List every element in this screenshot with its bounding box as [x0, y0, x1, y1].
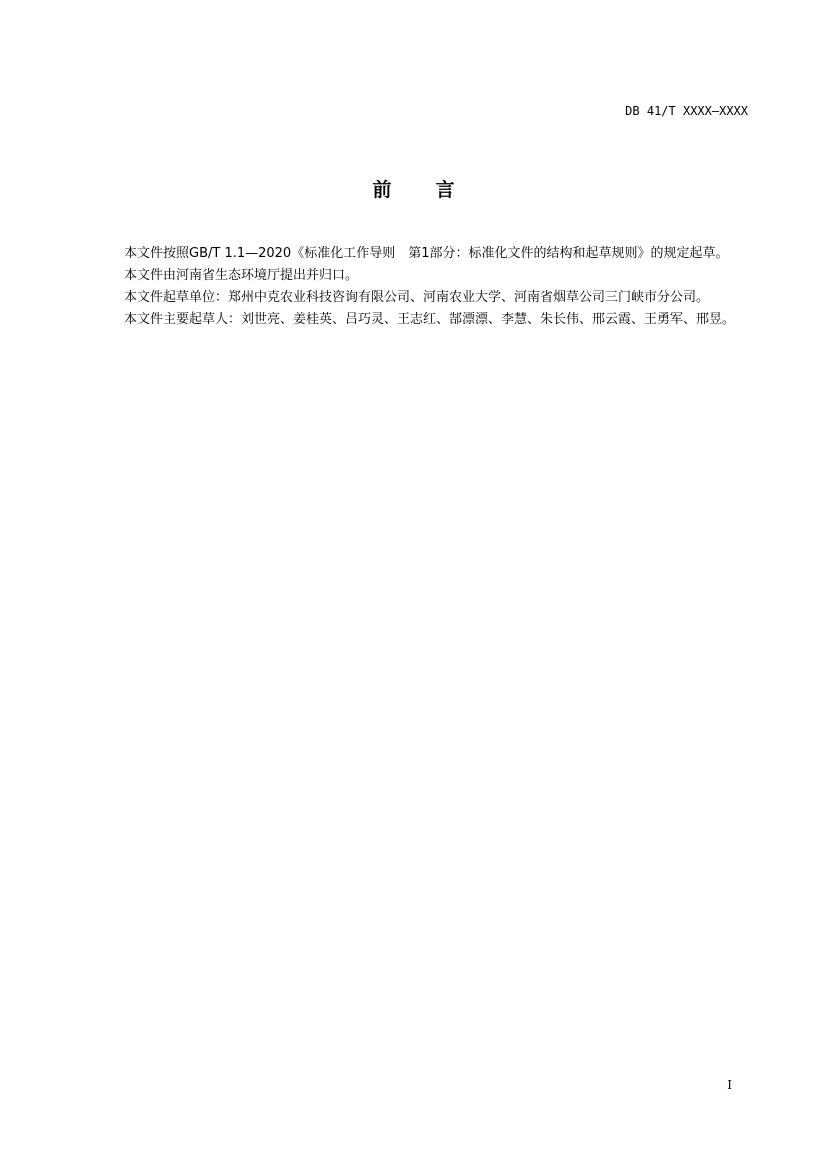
title-char-2: 言 — [435, 179, 455, 201]
paragraph-drafting-rules: 本文件按照GB/T 1.1—2020《标准化工作导则 第1部分：标准化文件的结构和起草规则》的规定起草。 — [124, 246, 729, 261]
paragraph-drafting-units: 本文件起草单位：郑州中克农业科技咨询有限公司、河南农业大学、河南省烟草公司三门峡市分公司。 — [124, 290, 710, 305]
page-number: I — [727, 1078, 732, 1092]
document-code: DB 41/T XXXX—XXXX — [625, 104, 748, 118]
paragraph-proposer: 本文件由河南省生态环境厅提出并归口。 — [124, 268, 359, 283]
paragraph-drafters: 本文件主要起草人：刘世亮、姜桂英、吕巧灵、王志红、郜漂漂、李慧、朱长伟、邢云霞、王勇军、邢昱。 — [124, 312, 736, 327]
title-char-1: 前 — [372, 179, 392, 201]
page-title — [0, 178, 827, 202]
preface-body — [98, 243, 750, 331]
